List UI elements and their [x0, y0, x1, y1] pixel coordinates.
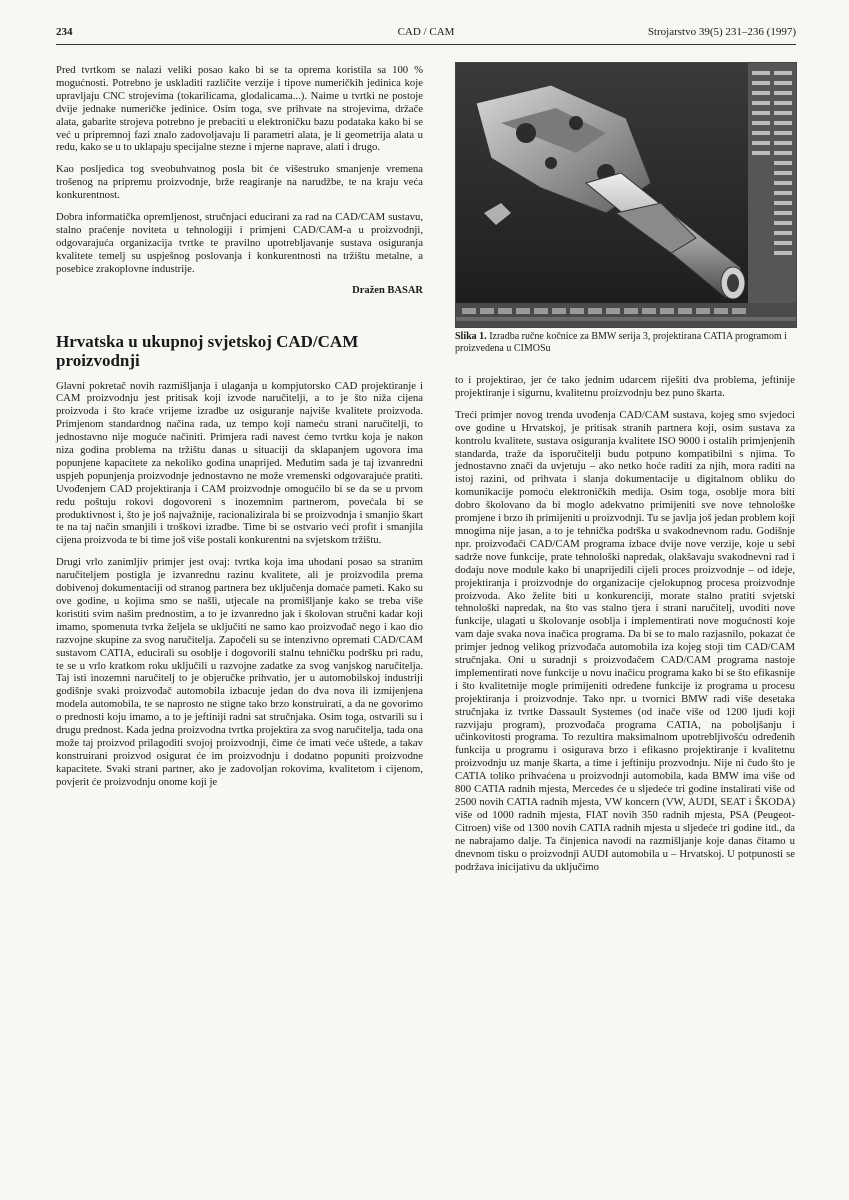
paragraph: Dobra informatička opremljenost, stručnjaci educirani za rad na CAD/CAM sustavu, stalno praćenje noviteta u tehnologiji i primjeni CAD/CAM-a u proizvodnji, odgovarajuća organizacija tvrtke te pravilno upotrebljavanje sustava osiguranja kvalitete temelj su uspješnog poslovanja i konkurentnosti na tržištu metalne, a posebice zrakoplovne industrije.: [56, 211, 423, 275]
section-label: CAD / CAM: [397, 26, 455, 38]
page-header: [56, 26, 796, 44]
caption-text: Izradba ručne kočnice za BMW serija 3, projektirana CATIA programom i proizvedena u CIMOSu: [455, 331, 787, 354]
right-column: [455, 374, 795, 882]
paragraph: Drugi vrlo zanimljiv primjer jest ovaj: tvrtka koja ima uhodani posao sa stranim naručiteljem postigla je izvanrednu razinu kvalitete, ali je proizvodila prema dobivenoj dokumentaciji od stranog partnera bez uključenja domaće pameti. Kako su ove godine, u kojima smo se našli, utjecale na promišljanje kako se treba više koristiti svim našim prednostim, a to je izvanredno jak i školovan stručni kadar koji imamo, spomenuta tvrka željela se uključiti ne samo kao proizvođač nego i kao dio razvojne skupine za svog naručitelja. Započeli su se intenzivno opremati CAD/CAM sustavom CATIA, educirali su osoblje i dogovorili stalnu tehničku podršku pri radu, te se u vrlo kratkom roku uključili u razvojne zadatke za svog vanjskog naručitelja. Taj isti inozemni naručitelj to je objeručke prihvatio, jer u automobilskoj industriji godišnje svaki proizvođač automobila izbacuje jedan do dva nova ili izmijenjena modela automobila, te se naprosto ne stigne tako brzo konstruirati, a da ne govorimo o prednosti koju imamo, a to je jeftiniji radni sat stručnjaka. Osim toga, ostvarili su i drugu prednost. Kada jedna proizvodna tvrtka projektira za svog naručitelja, tada ona može taj proizvod prilagoditi svojoj proizvodnji, čime će imati veće uštede, a takav konstruirani proizvod osigurat će im proizvodnju i dodatno popuniti proizvodne kapacitete. Svaki strani partner, ako je zadovoljan rokovima, kvalitetom i cijenom, povjerit će proizvodnju onome koji je: [56, 556, 423, 788]
figure-caption: [455, 331, 795, 355]
paragraph: to i projektirao, jer će tako jednim udarcem riješiti dva problema, jeftinije projektiranje i sigurnu, kvalitetnu proizvodnju bez puno škarta.: [455, 374, 795, 399]
paragraph: Glavni pokretač novih razmišljanja i ulaganja u kompjutorsko CAD projektiranje i CAM proizvodnju jest pritisak koji izvode naručitelji, a to je što niža cijena proizvoda i što kraće vrijeme izradbe uz osiguranje najviše kvalitete proizvoda. Primjenom standardnog načina rada, uz tempo koji nameću strani naručitelji, to jednostavno nije moguće načiniti. Primjera radi navest ćemo tvrtku koja je nakon niza godina problema na tržištu danas u situaciji da sklapanjem ugovora ima popunjene kapacitete za nekoliko godina unaprijed. Međutim sada je taj izvanredni uspjeh popunjenja proizvodnje jednostavno ne može vremenski odgovarajuće pratiti. Uvođenjem CAD projektiranja i CAM proizvodnje omogućilo bi se da se u prvom redu poštuju rokovi dogovoreni s inozemnim partnerom, povećala bi se produktivnost i, što je još najvažnije, racionalizirala bi se proizvodnja i smanjio škart te na taj način smanjili i troškovi izradbe. Time bi se ostvario veći profit i smanjila cijena proizvoda te bi time još više postali konkurentni na svjetskom tržištu.: [56, 379, 423, 547]
journal-reference: Strojarstvo 39(5) 231–236 (1997): [647, 26, 796, 38]
caption-label: Slika 1.: [455, 331, 487, 342]
cad-screenshot-figure: [455, 62, 797, 328]
paragraph: Kao posljedica tog sveobuhvatnog posla bit će višestruko smanjenje vremena trošenog na pripremu proizvodnje, brže reagiranje na narudžbe, te na kraju veća konkurentnost.: [56, 163, 423, 202]
page-number: 234: [56, 26, 73, 38]
header-rule: [56, 44, 796, 45]
paragraph: Pred tvrtkom se nalazi veliki posao kako bi se ta oprema koristila sa 100 % mogućnosti. Potrebno je uskladiti različite verzije i tipove numeričkih jedinica koje upravljaju CNC strojevima (tokarilicama, glodalicama...). Naime u tvrtki ne postoje dvije jednake numeričke jedinice. Osim toga, sve prihvate na strojevima, držače alata, gabarite strojeva potrebno je prebaciti u elektroničku bazu podataka kako bi se već u pripremnoj fazi znalo zadovoljavaju li parametri alata, je li geometrija alata u redu, kako se u to uklapaju specijalne stezne i mjerne naprave, alati i drugo.: [56, 64, 423, 154]
left-column: [56, 64, 423, 798]
paragraph: Treći primjer novog trenda uvođenja CAD/CAM sustava, kojeg smo svjedoci ove godine u Hrvatskoj, je pritisak stranih partnera koji, osim sustava za kontrolu kvalitete, sustava osiguranja kvalitete ISO 9000 i ostalih primjenjenih standarda, traže da isporučitelji budu potpuno kompatibilni s njima. To jednostavno znači da uvjetuju – ako netko hoće raditi za njih, mora raditi na istoj razini, od prihvata i slanja dokumentacije u digitalnom obliku do komunikacije pomoću elektroničkih medija. Osim toga, osoblje mora biti dobro školovano da bi moglo adekvatno primijeniti sve nove tehnološke promjene i brzo ih primijeniti u proizvodnji. Tu se javlja još jedan problem koji mnogima nije jasan, a to je tehnička podrška u svakodnevnom radu. Godišnje npr. proizvođači CAD/CAM programa izbace dvije nove verzije, koje u sebi sadrže nove funkcije, prate tehnološki napredak, olakšavaju svakodnevni rad i dodaju nove module kako bi unaprijedili cijeli proces proizvodnje – od ideje, projektiranja i proizvodnje do organizacije cjelokupnog procesa proizvodnje proizvoda. Ako želite biti u konkurenciji, morate stalno pratiti svjetski tehnološki napredak, na što vas stalno tjera i strani naručitelj, uvoditi nove funkcije, ulagati u školovanje osoblja i implementirati nove mogućnosti koje vam daje svaka nova inačica programa. Da bi se to malo razjasnilo, pokazat će primjer jednog velikog prizvođača automobila iza kojeg stoji tim CAD/CAM stručnjaka. Oni u suradnji s proizvođačem CAD/CAM programa nastoje implementirati nove funkcije u novu inačicu programa kako bi se što efikasnije i što kvalitetnije mogle primijeniti određene funkcije iz programa u procesu projektiranja i proizvodnje. Tako npr. u tvornici BMW radi više desetaka stručnjaka iz tvrtke Dassault Systemes (od inače više od 1200 ljudi koji razvijaju program), prozvođača programa CATIA, na poboljšanju i učinkovitosti programa. To rezultira maksimalnom upotrebljivošću određenih funkcija u programu i osigurava brzo i efikasno projektiranje i kvalitetnu proizvodnju uz manje škarta, a time i jeftiniju prozvodnju. Nije ni čudo što je CATIA toliko prihvaćena u proizvodnji automobila, kada BMW ima više od 800 CATIA radnih mjesta, Mercedes će u sljedeće tri godine instalirati više od 2500 novih CATIA radnih mjesta, VW koncern (VW, AUDI, SEAT i ŠKODA) više od 1000 radnih mjesta, FIAT novih 350 radnih mjesta, PSA (Peugeot-Citroen) više od 1300 novih CATIA radnih mjesta u sljedeće tri godine itd., da ne nabrajamo dalje. Ta činjenica navodi na razmišljanje koje danas čitamo u dnevnom tisku o proizvodnji AUDI automobila u – Hrvatskoj. U potpunosti se podržava inicijativu da uključimo: [455, 408, 795, 873]
section-heading: Hrvatska u ukupnoj svjetskoj CAD/CAM proizvodnji: [56, 331, 359, 370]
cad-model-image: [456, 63, 796, 327]
author-signature: Dražen BASAR: [352, 284, 423, 296]
